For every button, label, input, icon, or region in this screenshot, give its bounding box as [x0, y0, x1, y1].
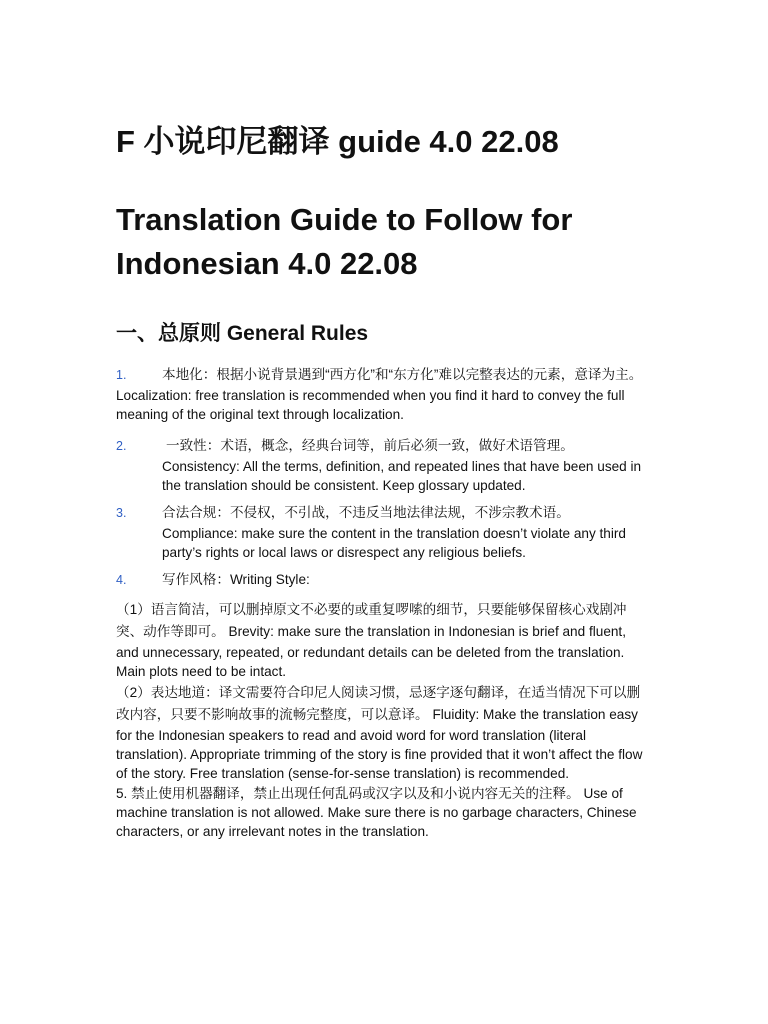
rule-item-compliance: [116, 502, 652, 562]
rule-item-consistency: [116, 435, 652, 495]
writing-style-chinese-text: （1）语言简洁，可以删掉原文不必要的或重复啰嗦的细节，只要能够保留核心戏剧冲突、动作等即可。: [116, 602, 627, 639]
rule-english-text: Use of machine translation is not allowed. Make sure there is no garbage characters, Chinese characters, or any irrelevant notes in the translation.: [116, 786, 637, 839]
rule-number: 2.: [116, 439, 127, 453]
rule-chinese-text: 写作风格：: [162, 572, 230, 587]
writing-style-fluidity: [116, 682, 652, 783]
writing-style-english-text: Fluidity: Make the translation easy for the Indonesian speakers to read and avoid word for word translation (literal translation). Appropriate trimming of the story is fine provided that it won’t affect the flow of the story. Free translation (sense-for-sense translation) is recommended.: [116, 707, 643, 781]
writing-style-english-text: Brevity: make sure the translation in Indonesian is brief and fluent, and unnecessary, repeated, or redundant details can be deleted from the translation. Main plots need to be intact.: [116, 624, 626, 679]
rule-number: 4.: [116, 573, 127, 587]
rule-english-text: Localization: free translation is recommended when you find it hard to convey the full meaning of the original text through localization.: [116, 388, 625, 422]
rule-item-writing-style: [116, 569, 652, 591]
rule-item-localization: [116, 364, 652, 424]
rule-english-text: Compliance: make sure the content in the translation doesn’t violate any third party’s rights or local laws or disrespect any religious beliefs.: [162, 526, 626, 560]
document-subtitle: Translation Guide to Follow for Indonesian 4.0 22.08: [116, 202, 573, 281]
rule-chinese-text: 5. 禁止使用机器翻译，禁止出现任何乱码或汉字以及和小说内容无关的注释。: [116, 786, 580, 801]
rule-number: 1.: [116, 368, 127, 382]
rule-number: 3.: [116, 506, 127, 520]
rule-english-text: Consistency: All the terms, definition, and repeated lines that have been used in the translation should be consistent. Keep glossary updated.: [162, 459, 642, 493]
rule-item-no-machine-translation: [116, 784, 652, 841]
writing-style-brevity: [116, 599, 652, 681]
rule-chinese-text: 合法合规：不侵权，不引战，不违反当地法律法规，不涉宗教术语。: [162, 505, 570, 520]
rule-chinese-text: 一致性：术语，概念，经典台词等，前后必须一致，做好术语管理。: [166, 438, 574, 453]
document-title: F 小说印尼翻译 guide 4.0 22.08: [116, 124, 559, 159]
rule-chinese-text: 本地化：根据小说背景遇到“西方化”和“东方化”难以完整表达的元素，意译为主。: [162, 367, 643, 382]
rule-english-text: Writing Style:: [229, 572, 310, 587]
writing-style-chinese-text: （2）表达地道：译文需要符合印尼人阅读习惯，忌逐字逐句翻译，在适当情况下可以删改内容，只要不影响故事的流畅完整度，可以意译。: [116, 685, 641, 722]
section-heading: 一、总原则 General Rules: [116, 322, 369, 345]
